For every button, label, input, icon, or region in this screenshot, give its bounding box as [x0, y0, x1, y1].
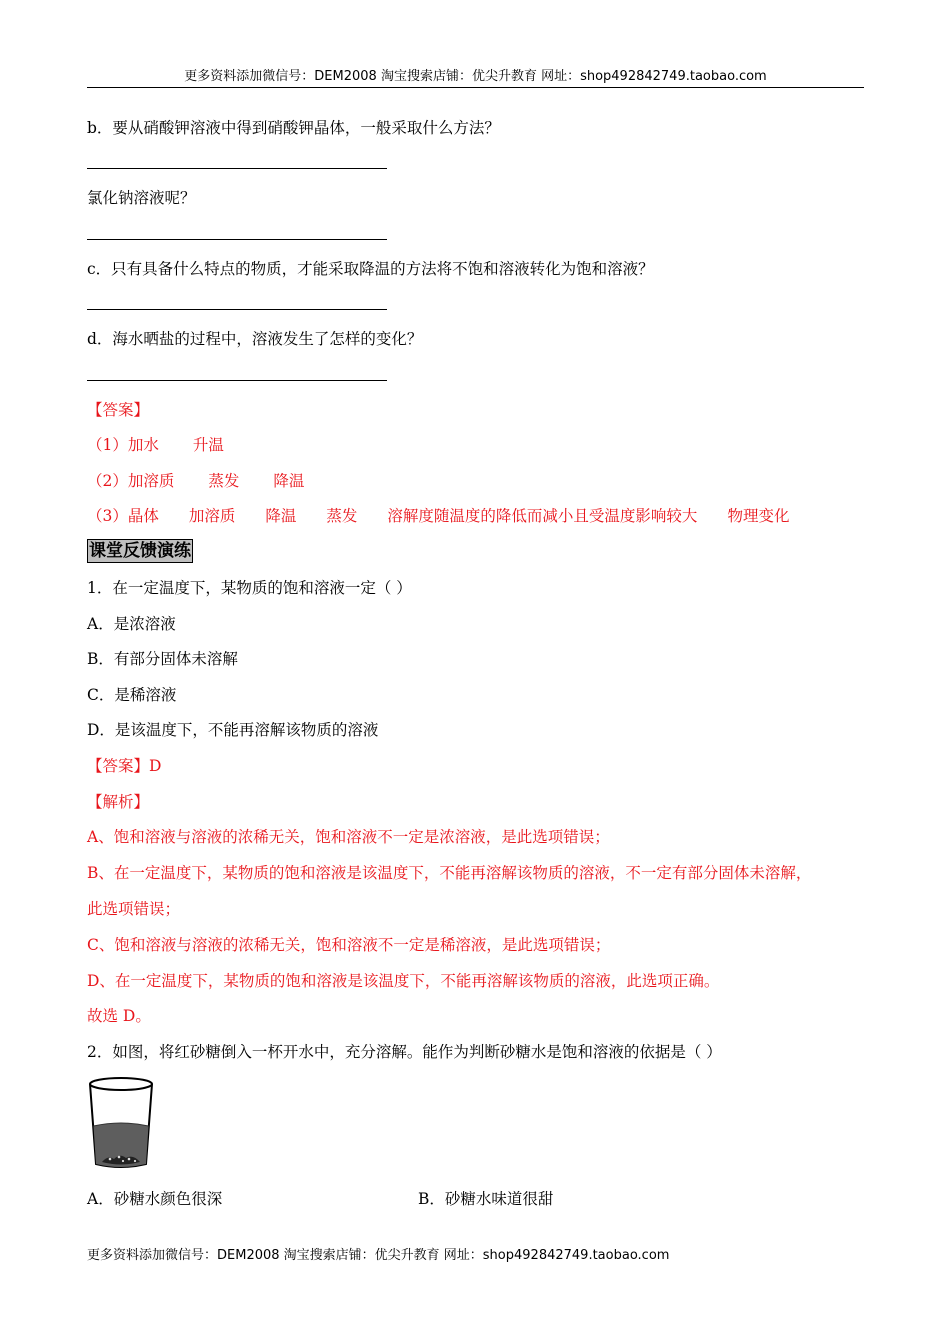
question-d: d．海水晒盐的过程中，溶液发生了怎样的变化？: [87, 330, 423, 348]
cup-rim: [90, 1078, 152, 1090]
answer-blank-d[interactable]: [87, 380, 387, 381]
q1-answer: 【答案】D: [87, 757, 162, 775]
q1-option-d: D．是该温度下，不能再溶解该物质的溶液: [87, 721, 379, 739]
q1-analysis-line-5: D、在一定温度下，某物质的饱和溶液是该温度下，不能再溶解该物质的溶液，此选项正确。: [87, 972, 720, 990]
q1-analysis-label: 【解析】: [87, 793, 150, 811]
q2-stem: 2．如图，将红砂糖倒入一杯开水中，充分溶解。能作为判断砂糖水是饱和溶液的依据是（ ）: [87, 1043, 722, 1061]
answer-blank-b[interactable]: [87, 168, 387, 169]
answer-label: 【答案】: [87, 401, 150, 419]
answer-line-1: [87, 434, 224, 456]
answer-1-part-2: 升温: [192, 436, 224, 454]
q1-analysis-line-2: B、在一定温度下，某物质的饱和溶液是该温度下，不能再溶解该物质的溶液，不一定有部分固体未溶解，: [87, 864, 812, 882]
answer-line-2: [87, 470, 304, 492]
answer-2-part-1: （2）加溶质: [87, 472, 175, 490]
sugar-grain: [122, 1160, 124, 1162]
q1-option-c: C．是稀溶液: [87, 686, 177, 704]
question-b-followup: 氯化钠溶液呢？: [87, 189, 196, 207]
sugar-grain: [118, 1156, 121, 1159]
header-rule: [87, 87, 864, 88]
q2-option-b: B．砂糖水味道很甜: [418, 1190, 554, 1208]
answer-3-part-5: 溶解度随温度的降低而减小且受温度影响较大: [387, 507, 698, 525]
sugar-water-cup-illustration: [88, 1076, 154, 1172]
answer-3-part-1: （3）晶体: [87, 507, 159, 525]
answer-3-part-2: 加溶质: [188, 507, 236, 525]
answer-3-part-3: 降温: [265, 507, 297, 525]
sugar-grain: [109, 1158, 112, 1161]
q1-analysis-line-6: 故选 D。: [87, 1007, 151, 1025]
answer-1-part-1: （1）加水: [87, 436, 159, 454]
answer-2-part-2: 蒸发: [208, 472, 240, 490]
q1-analysis-line-1: A、饱和溶液与溶液的浓稀无关，饱和溶液不一定是浓溶液，是此选项错误；: [87, 828, 610, 846]
q1-option-b: B．有部分固体未溶解: [87, 650, 238, 668]
sugar-grain: [134, 1160, 136, 1162]
question-c: c．只有具备什么特点的物质，才能采取降温的方法将不饱和溶液转化为饱和溶液？: [87, 260, 654, 278]
q1-stem: 1．在一定温度下，某物质的饱和溶液一定（ ）: [87, 579, 412, 597]
answer-blank-c[interactable]: [87, 309, 387, 310]
answer-blank-b2[interactable]: [87, 239, 387, 240]
q2-option-a: A．砂糖水颜色很深: [87, 1190, 223, 1208]
section-title: 课堂反馈演练: [89, 541, 191, 561]
answer-line-3: [87, 505, 789, 527]
q1-analysis-line-4: C、饱和溶液与溶液的浓稀无关，饱和溶液不一定是稀溶液，是此选项错误；: [87, 936, 611, 954]
question-b: b．要从硝酸钾溶液中得到硝酸钾晶体，一般采取什么方法？: [87, 119, 500, 137]
page-header: 更多资料添加微信号：DEM2008 淘宝搜索店铺：优尖升教育 网址：shop492842749.taobao.com: [184, 69, 767, 84]
q1-analysis-line-3: 此选项错误；: [87, 900, 181, 918]
page-footer: 更多资料添加微信号：DEM2008 淘宝搜索店铺：优尖升教育 网址：shop492842749.taobao.com: [87, 1248, 670, 1263]
q1-option-a: A．是浓溶液: [87, 615, 176, 633]
sugar-grain: [128, 1158, 131, 1161]
answer-3-part-6: 物理变化: [727, 507, 790, 525]
answer-2-part-3: 降温: [273, 472, 305, 490]
answer-3-part-4: 蒸发: [326, 507, 358, 525]
